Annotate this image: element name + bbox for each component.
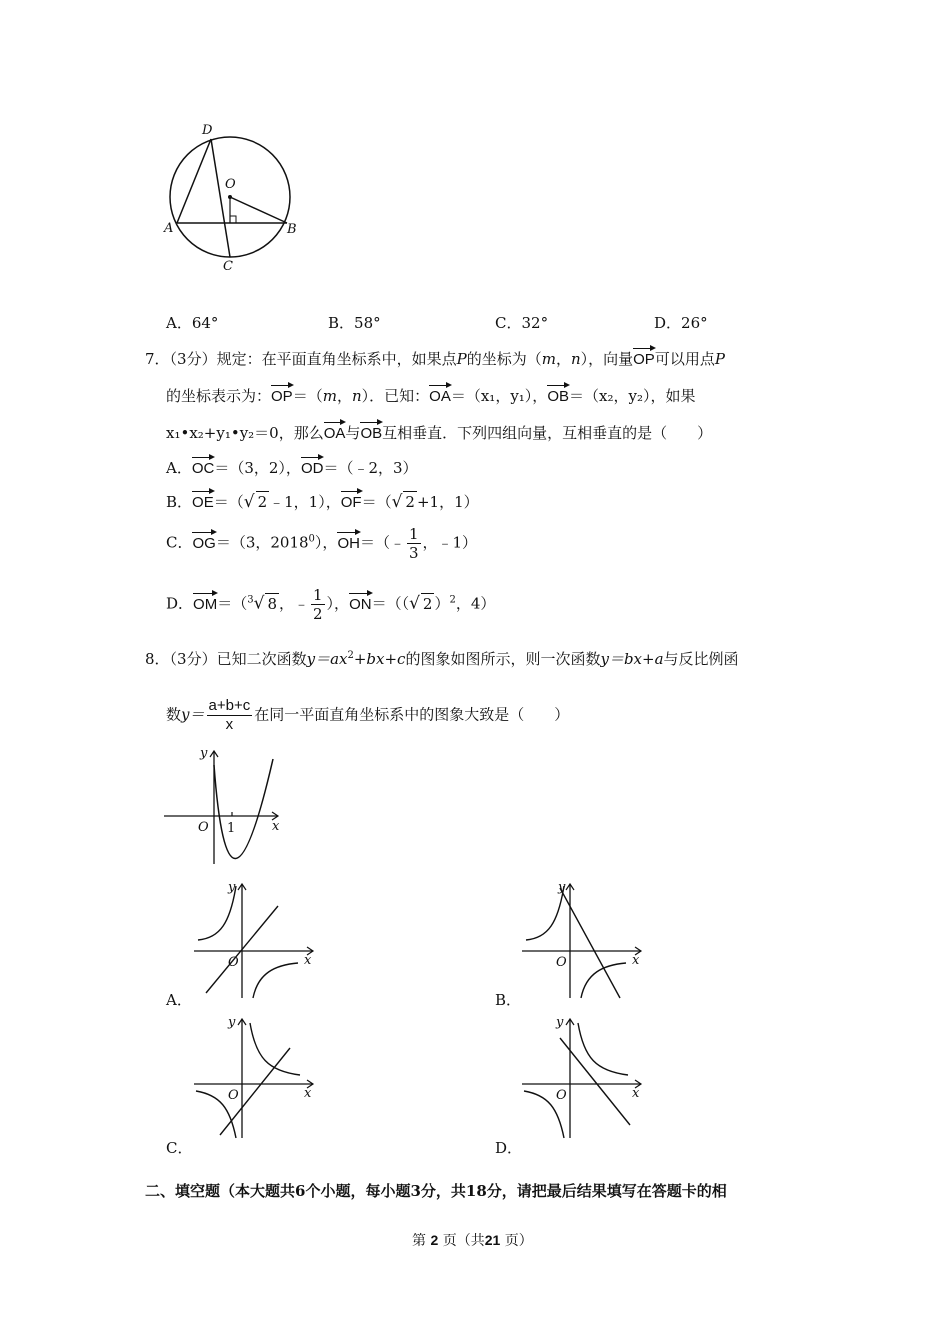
axis-x-label: x: [272, 819, 280, 834]
svg-text:y: y: [556, 1015, 564, 1030]
tick-one-label: 1: [227, 821, 236, 836]
q7-line1: 7．（3分）规定：在平面直角坐标系中，如果点P的坐标为（m，n），向量OP可以用点P: [145, 346, 725, 370]
q6-option-c: C．32°: [495, 314, 549, 332]
page-footer: 第 2 页（共21 页）: [412, 1232, 533, 1249]
q6-option-b: B．58°: [328, 314, 381, 332]
q6-option-a: A．64°: [166, 314, 219, 332]
q8-graph-d: [518, 1013, 648, 1143]
q8-option-c: C．: [166, 1139, 193, 1157]
q8-line2: 数y＝ $\frac{a+b+c}{x}$ 在同一平面直角坐标系中的图象大致是（ ）: [166, 697, 570, 733]
q7-line2: 的坐标表示为：OP＝（m，n）．已知：OA＝（x₁，y₁），OB＝（x₂，y₂），如果: [166, 383, 695, 407]
svg-text:y: y: [228, 880, 236, 895]
svg-text:y: y: [558, 880, 566, 895]
svg-text:x: x: [632, 953, 640, 968]
svg-text:O: O: [228, 1088, 239, 1103]
svg-text:x: x: [304, 1086, 312, 1101]
label-c: C: [223, 259, 233, 274]
q8-graph-c: [190, 1013, 320, 1143]
label-b: B: [287, 222, 297, 237]
q8-option-a: A．: [166, 991, 192, 1009]
q8-option-d: D．: [495, 1139, 523, 1157]
origin-label: O: [198, 820, 209, 835]
q7-option-d: D．OM＝（$^3$√ 8 ，﹣ $\frac{1}{2}$ ），ON＝（（√ 2 ）$^2$，4）: [166, 586, 496, 623]
svg-text:O: O: [228, 955, 239, 970]
label-d: D: [202, 123, 213, 138]
q6-option-d: D．26°: [654, 314, 708, 332]
label-a: A: [164, 221, 174, 236]
q8-graph-a: [190, 878, 320, 1003]
svg-text:O: O: [556, 955, 567, 970]
q7-line3: x₁•x₂+y₁•y₂＝0，那么OA与OB互相垂直．下列四组向量，互相垂直的是（ ）: [166, 420, 712, 444]
label-o: O: [225, 177, 236, 192]
q7-option-b: B．OE＝（√ 2 ﹣1，1），OF＝（√ 2 +1，1）: [166, 489, 479, 513]
vector-oa: OA: [429, 383, 451, 407]
section-2-heading: 二、填空题（本大题共6个小题，每小题3分，共18分，请把最后结果填写在答题卡的相: [145, 1182, 727, 1200]
q7-option-c: C．OG＝（3，2018$^0$），OH＝（﹣ $\frac{1}{3}$ ，﹣1）: [166, 525, 478, 562]
q8-graph-b: [518, 878, 648, 1003]
axis-y-label: y: [200, 746, 208, 761]
q8-parabola-figure: [160, 745, 290, 870]
vector-op: OP: [633, 346, 655, 370]
svg-text:y: y: [228, 1015, 236, 1030]
q6-circle-figure: [160, 120, 310, 280]
q8-line1: 8．（3分）已知二次函数$y=ax^2+bx+c$的图象如图所示，则一次函数y＝bx+a与反比例函: [145, 650, 739, 668]
svg-text:O: O: [556, 1088, 567, 1103]
svg-text:x: x: [304, 953, 312, 968]
q7-option-a: A．OC＝（3，2），OD＝（﹣2，3）: [166, 455, 418, 479]
q8-option-b: B．: [495, 991, 522, 1009]
svg-text:x: x: [632, 1086, 640, 1101]
vector-ob: OB: [547, 383, 569, 407]
